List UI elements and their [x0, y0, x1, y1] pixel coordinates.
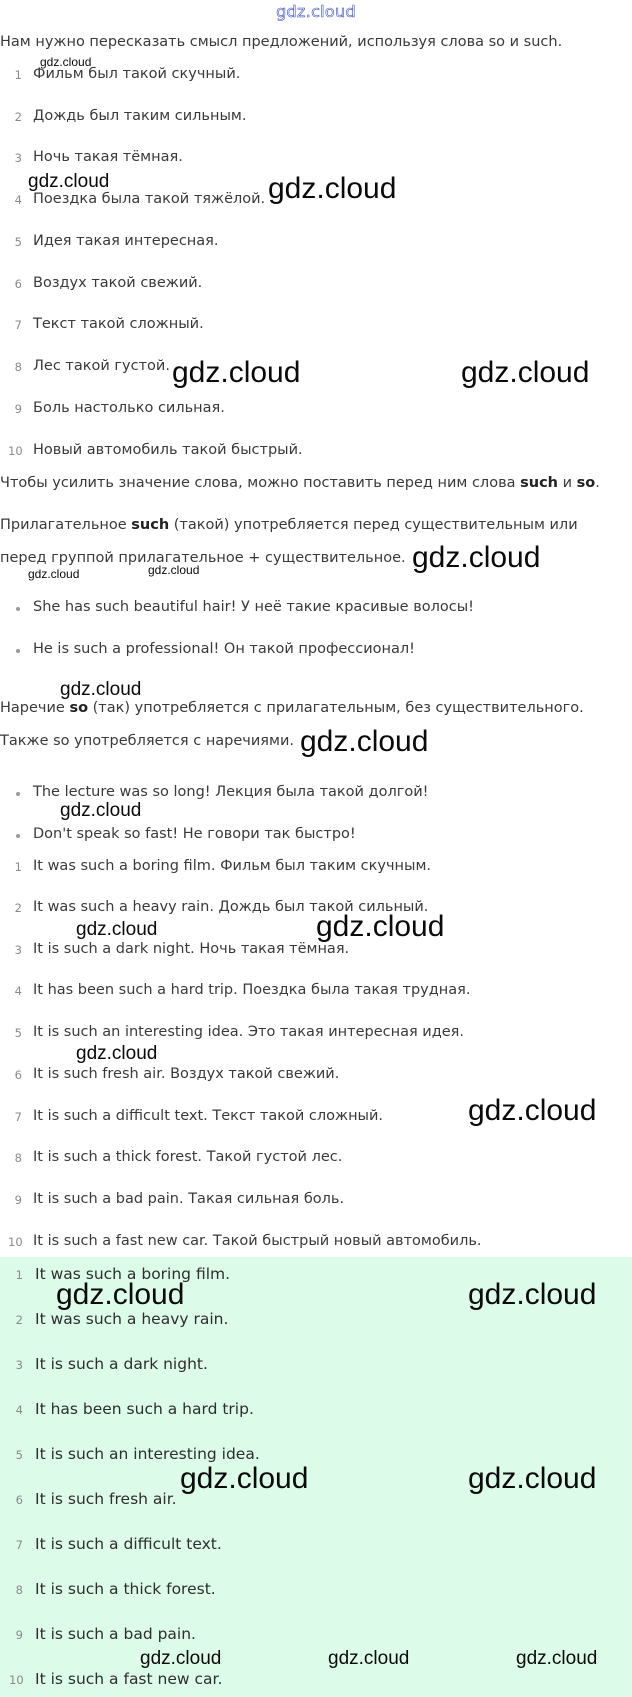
- item-number: 9: [14, 402, 22, 416]
- intro-text: Чтобы усилить значение слова, можно поставить перед ним слова: [0, 475, 521, 491]
- item-number: 6: [15, 1493, 23, 1507]
- watermark: gdz.cloud: [40, 55, 92, 69]
- item-number: 1: [14, 68, 22, 82]
- item-text: Фильм был такой скучный.: [33, 66, 241, 82]
- item-text: It was such a boring film. Фильм был таким скучным.: [33, 858, 432, 874]
- keyword-such: such: [520, 475, 558, 491]
- item-number: 7: [14, 318, 22, 332]
- item-text: It was such a boring film.: [35, 1265, 231, 1283]
- item-text: It is such an interesting idea. Это такая интересная идея.: [33, 1024, 465, 1040]
- item-text: Лес такой густой.: [33, 358, 170, 374]
- site-title[interactable]: gdz.cloud: [276, 2, 356, 21]
- item-text: It is such a fast new car. Такой быстрый новый автомобиль.: [33, 1233, 482, 1249]
- item-text: It is such a thick forest.: [35, 1580, 216, 1598]
- item-number: 8: [14, 360, 22, 374]
- item-number: 5: [14, 235, 22, 249]
- item-text: Текст такой сложный.: [33, 316, 204, 332]
- watermark: gdz.cloud: [468, 1462, 597, 1495]
- so-rule-line-2: Также so употребляется с наречиями.: [0, 733, 294, 749]
- item-number: 2: [14, 901, 22, 915]
- watermark: gdz.cloud: [516, 1648, 598, 1669]
- watermark: gdz.cloud: [316, 910, 445, 943]
- item-text: It is such a difficult text. Текст такой сложный.: [33, 1108, 384, 1124]
- item-text: Дождь был таким сильным.: [33, 108, 247, 124]
- watermark: gdz.cloud: [461, 356, 590, 389]
- item-text: It has been such a hard trip.: [35, 1400, 254, 1418]
- item-number: 2: [14, 110, 22, 124]
- example-text: He is such a professional! Он такой профессионал!: [33, 641, 415, 657]
- item-number: 1: [14, 860, 22, 874]
- so-rule-text-after: (так) употребляется с прилагательным, без существительного.: [88, 700, 584, 716]
- watermark: gdz.cloud: [172, 356, 301, 389]
- watermark: gdz.cloud: [268, 172, 397, 205]
- intro-text-and: и: [558, 475, 577, 491]
- item-number: 3: [15, 1358, 23, 1372]
- item-text: It has been such a hard trip. Поездка была такая трудная.: [33, 982, 471, 998]
- item-number: 6: [14, 1068, 22, 1082]
- intro-text-end: .: [595, 475, 600, 491]
- item-number: 9: [14, 1193, 22, 1207]
- example-text: She has such beautiful hair! У неё такие красивые волосы!: [33, 599, 474, 615]
- watermark: gdz.cloud: [140, 1648, 222, 1669]
- watermark: gdz.cloud: [180, 1462, 309, 1495]
- item-number: 7: [15, 1538, 23, 1552]
- bullet-icon: [16, 792, 20, 796]
- item-text: It is such fresh air. Воздух такой свежий.: [33, 1066, 340, 1082]
- so-rule-text: Наречие: [0, 700, 70, 716]
- item-text: It is such fresh air.: [35, 1490, 177, 1508]
- watermark: gdz.cloud: [412, 541, 541, 574]
- item-text: It was such a heavy rain.: [35, 1310, 229, 1328]
- item-text: It is such an interesting idea.: [35, 1445, 260, 1463]
- item-number: 10: [9, 1673, 24, 1687]
- item-text: Идея такая интересная.: [33, 233, 219, 249]
- such-rule-line-2: перед группой прилагательное + существительное.: [0, 550, 406, 566]
- watermark: gdz.cloud: [60, 800, 142, 821]
- bullet-icon: [16, 607, 20, 611]
- watermark: gdz.cloud: [328, 1648, 410, 1669]
- keyword-such: such: [131, 517, 170, 533]
- item-text: It is such a dark night. Ночь такая тёмная.: [33, 941, 350, 957]
- watermark: gdz.cloud: [76, 1043, 158, 1064]
- explanation-intro: [0, 473, 600, 493]
- item-number: 10: [8, 1235, 23, 1249]
- item-number: 1: [15, 1268, 23, 1282]
- example-text: The lecture was so long! Лекция была такой долгой!: [33, 784, 429, 800]
- watermark: gdz.cloud: [468, 1278, 597, 1311]
- watermark: gdz.cloud: [300, 725, 429, 758]
- watermark: gdz.cloud: [28, 171, 110, 192]
- item-number: 5: [14, 1026, 22, 1040]
- item-number: 5: [15, 1448, 23, 1462]
- item-number: 3: [14, 151, 22, 165]
- item-number: 8: [15, 1583, 23, 1597]
- item-text: Поездка была такой тяжёлой.: [33, 191, 266, 207]
- item-number: 4: [14, 984, 22, 998]
- item-text: It is such a dark night.: [35, 1355, 208, 1373]
- item-text: Воздух такой свежий.: [33, 275, 203, 291]
- watermark: gdz.cloud: [148, 563, 200, 577]
- item-number: 3: [14, 943, 22, 957]
- item-text: It was such a heavy rain. Дождь был такой сильный.: [33, 899, 429, 915]
- item-text: It is such a difficult text.: [35, 1535, 222, 1553]
- item-number: 4: [14, 193, 22, 207]
- watermark: gdz.cloud: [56, 1278, 185, 1311]
- watermark: gdz.cloud: [76, 919, 158, 940]
- task-instruction: Нам нужно пересказать смысл предложений, используя слова so и such.: [0, 34, 563, 50]
- bullet-icon: [16, 649, 20, 653]
- item-text: Боль настолько сильная.: [33, 400, 225, 416]
- keyword-so: so: [69, 700, 89, 716]
- so-rule-line-1: [0, 698, 584, 718]
- item-text: Ночь такая тёмная.: [33, 149, 183, 165]
- item-text: It is such a thick forest. Такой густой лес.: [33, 1149, 343, 1165]
- watermark: gdz.cloud: [60, 679, 142, 700]
- example-text: Don't speak so fast! Не говори так быстро!: [33, 826, 356, 842]
- item-number: 6: [14, 277, 22, 291]
- item-number: 7: [14, 1110, 22, 1124]
- item-text: It is such a bad pain.: [35, 1625, 196, 1643]
- item-number: 2: [15, 1313, 23, 1327]
- item-number: 9: [15, 1628, 23, 1642]
- such-rule-text: Прилагательное: [0, 517, 132, 533]
- item-text: Новый автомобиль такой быстрый.: [33, 442, 303, 458]
- such-rule-line-1: [0, 515, 578, 535]
- item-number: 8: [14, 1151, 22, 1165]
- item-number: 4: [15, 1403, 23, 1417]
- item-number: 10: [8, 444, 23, 458]
- bullet-icon: [16, 834, 20, 838]
- keyword-so: so: [576, 475, 596, 491]
- item-text: It is such a fast new car.: [35, 1670, 223, 1688]
- watermark: gdz.cloud: [28, 567, 80, 581]
- watermark: gdz.cloud: [468, 1094, 597, 1127]
- item-text: It is such a bad pain. Такая сильная боль.: [33, 1191, 345, 1207]
- such-rule-text-after: (такой) употребляется перед существительным или: [169, 517, 578, 533]
